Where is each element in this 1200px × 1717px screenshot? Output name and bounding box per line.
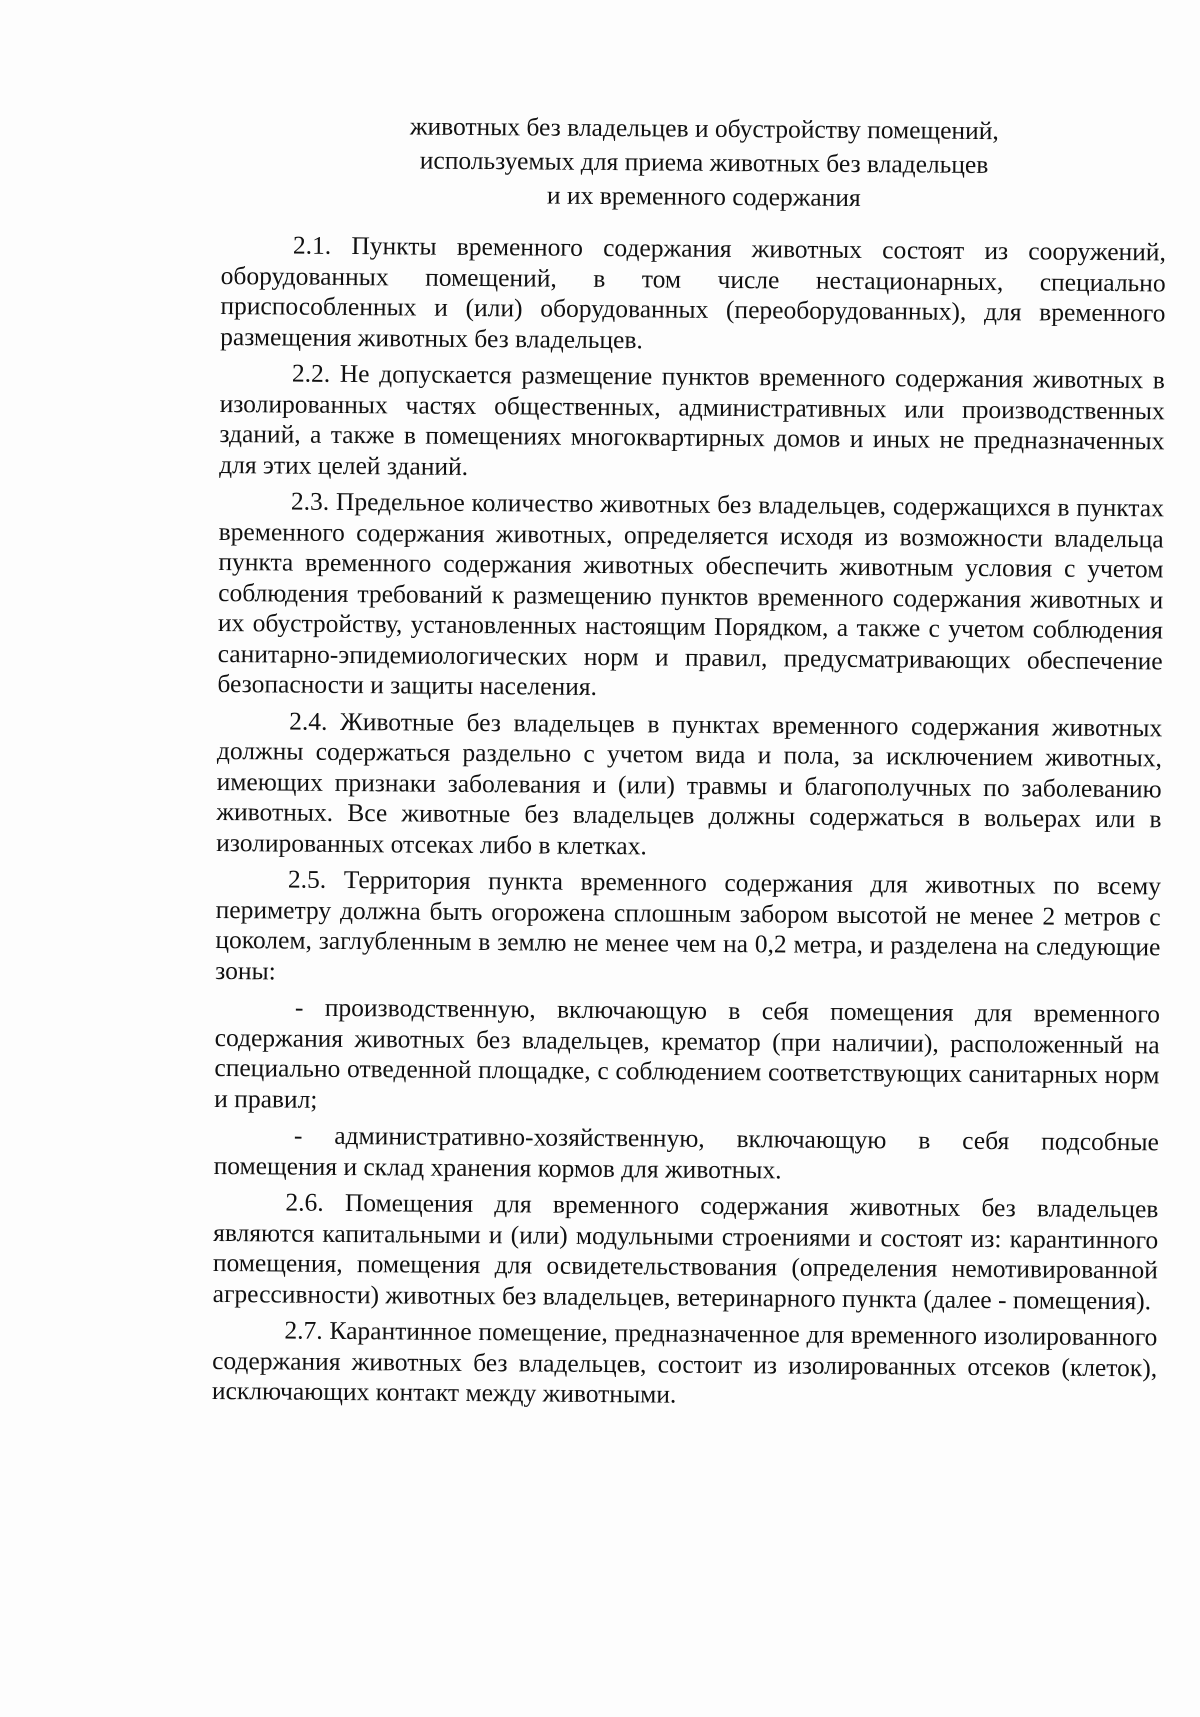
paragraph-2-3: 2.3. Предельное количество животных без владельцев, содержащихся в пунктах временного содержания животных, определяется исходя из возможности владельца пункта временного содержания животных обеспечить животным условия с учетом соблюдения требований к размещению пунктов временного содержания животных и их обустройству, установленных настоящим Порядком, а также с учетом соблюдения санитарно-эпидемиологических норм и правил, предусматривающих обеспечение безопасности и защиты населения. [217,486,1165,701]
document-body [212,108,1167,1420]
paragraph-2-6: 2.6. Помещения для временного содержания животных без владельцев являются капитальными и (или) модульными строениями и состоят из: карантинного помещения, помещения для освидетельствования (определения немотивированной агрессивности) животных без владельцев, ветеринарного пункта (далее - помещения). [212,1187,1159,1315]
heading-line-1: животных без владельцев и обустройству помещений, [409,111,999,146]
paragraph-2-7: 2.7. Карантинное помещение, предназначенное для временного изолированного содержания животных без владельцев, состоит из изолированных отсеков (клеток), исключающих контакт между животными. [211,1315,1158,1409]
paragraph-2-5: 2.5. Территория пункта временного содержания для животных по всему периметру должна быть огорожена сплошным забором высотой не менее 2 метров с цоколем, заглубленным в землю не менее чем на 0,2 метра, и разделена на следующие зоны: [215,864,1162,985]
paragraph-2-2: 2.2. Не допускается размещение пунктов временного содержания животных в изолированных частях общественных, административных или производственных зданий, а также в помещениях многоквартирных домов и иных не предназначенных для этих целей зданий. [219,358,1166,481]
heading-line-2: используемых для приема животных без владельцев [419,145,989,180]
list-item-production-zone: - производственную, включающую в себя помещения для временного содержания животных без владельцев, крематор (при наличии), расположенный на специально отведенной площадке, с соблюдением соответствующих санитарных норм и правил; [214,992,1161,1114]
heading-line-3: и их временного содержания [546,180,861,213]
paragraph-2-4: 2.4. Животные без владельцев в пунктах временного содержания животных должны содержаться раздельно с учетом вида и пола, за исключением животных, имеющих признаки заболевания и (или) травмы и благополучных по заболеванию животных. Все животные без владельцев должны содержаться в вольерах или в изолированных отсеках либо в клетках. [216,706,1163,860]
list-item-admin-zone: - административно-хозяйственную, включающую в себя подсобные помещения и склад хранения кормов для животных. [213,1120,1160,1184]
section-heading [221,108,1167,217]
paragraph-2-1: 2.1. Пункты временного содержания животных состоят из сооружений, оборудованных помещений, в том числе нестационарных, специально приспособленных и (или) оборудованных (переоборудованных), для временного размещения животных без владельцев. [220,230,1167,354]
